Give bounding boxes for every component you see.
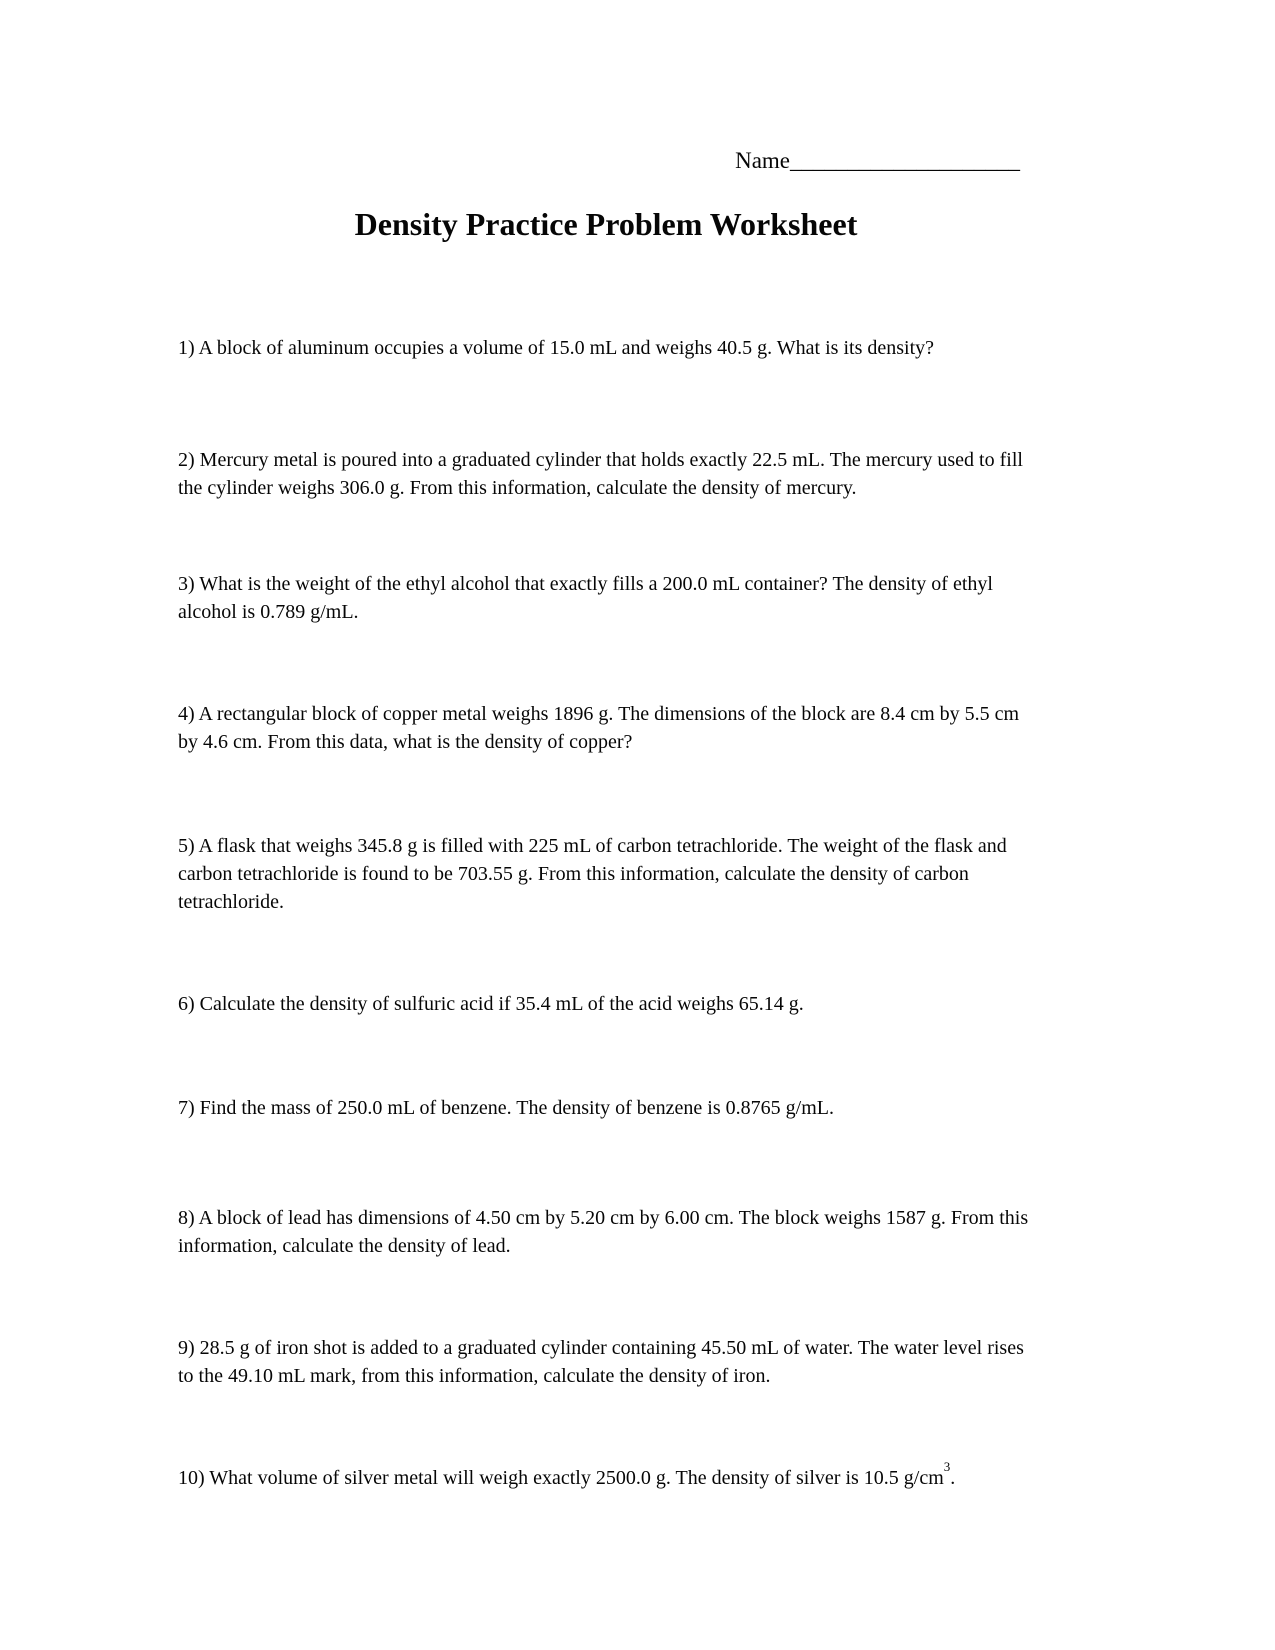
worksheet-title: Density Practice Problem Worksheet [354,206,858,242]
question-10-text: 10) What volume of silver metal will weigh exactly 2500.0 g. The density of silver is 10.5 g/cm [178,1467,944,1489]
question-3: 3) What is the weight of the ethyl alcohol that exactly fills a 200.0 mL container? The density of ethyl alcohol is 0.789 g/mL. [178,573,993,623]
question-10-tail: . [950,1467,956,1489]
name-row [178,0,1034,176]
question-1: 1) A block of aluminum occupies a volume of 15.0 mL and weighs 40.5 g. What is its density? [178,337,934,359]
question-list [178,334,1034,1492]
name-blank-line: ____________________ [790,148,1020,173]
name-label: Name [735,148,790,173]
question-4: 4) A rectangular block of copper metal weighs 1896 g. The dimensions of the block are 8.4 cm by 5.5 cm by 4.6 cm. From this data, what is the density of copper? [178,703,1020,753]
question-10-superscript: 3 [943,1458,951,1474]
question-8: 8) A block of lead has dimensions of 4.50 cm by 5.20 cm by 6.00 cm. The block weighs 1587 g. From this information, calculate the density of lead. [178,1207,1029,1257]
question-7: 7) Find the mass of 250.0 mL of benzene. The density of benzene is 0.8765 g/mL. [178,1097,834,1119]
worksheet-content [178,0,1034,1492]
question-6: 6) Calculate the density of sulfuric acid if 35.4 mL of the acid weighs 65.14 g. [178,993,804,1015]
question-2: 2) Mercury metal is poured into a graduated cylinder that holds exactly 22.5 mL. The mercury used to fill the cylinder weighs 306.0 g. From this information, calculate the density of mercury. [178,449,1023,499]
question-9: 9) 28.5 g of iron shot is added to a graduated cylinder containing 45.50 mL of water. The water level rises to the 49.10 mL mark, from this information, calculate the density of iron. [178,1337,1024,1387]
question-10 [178,1458,1034,1492]
question-5: 5) A flask that weighs 345.8 g is filled with 225 mL of carbon tetrachloride. The weight of the flask and carbon tetrachloride is found to be 703.55 g. From this information, calculate the density of carbon tetrachloride. [178,835,1007,913]
